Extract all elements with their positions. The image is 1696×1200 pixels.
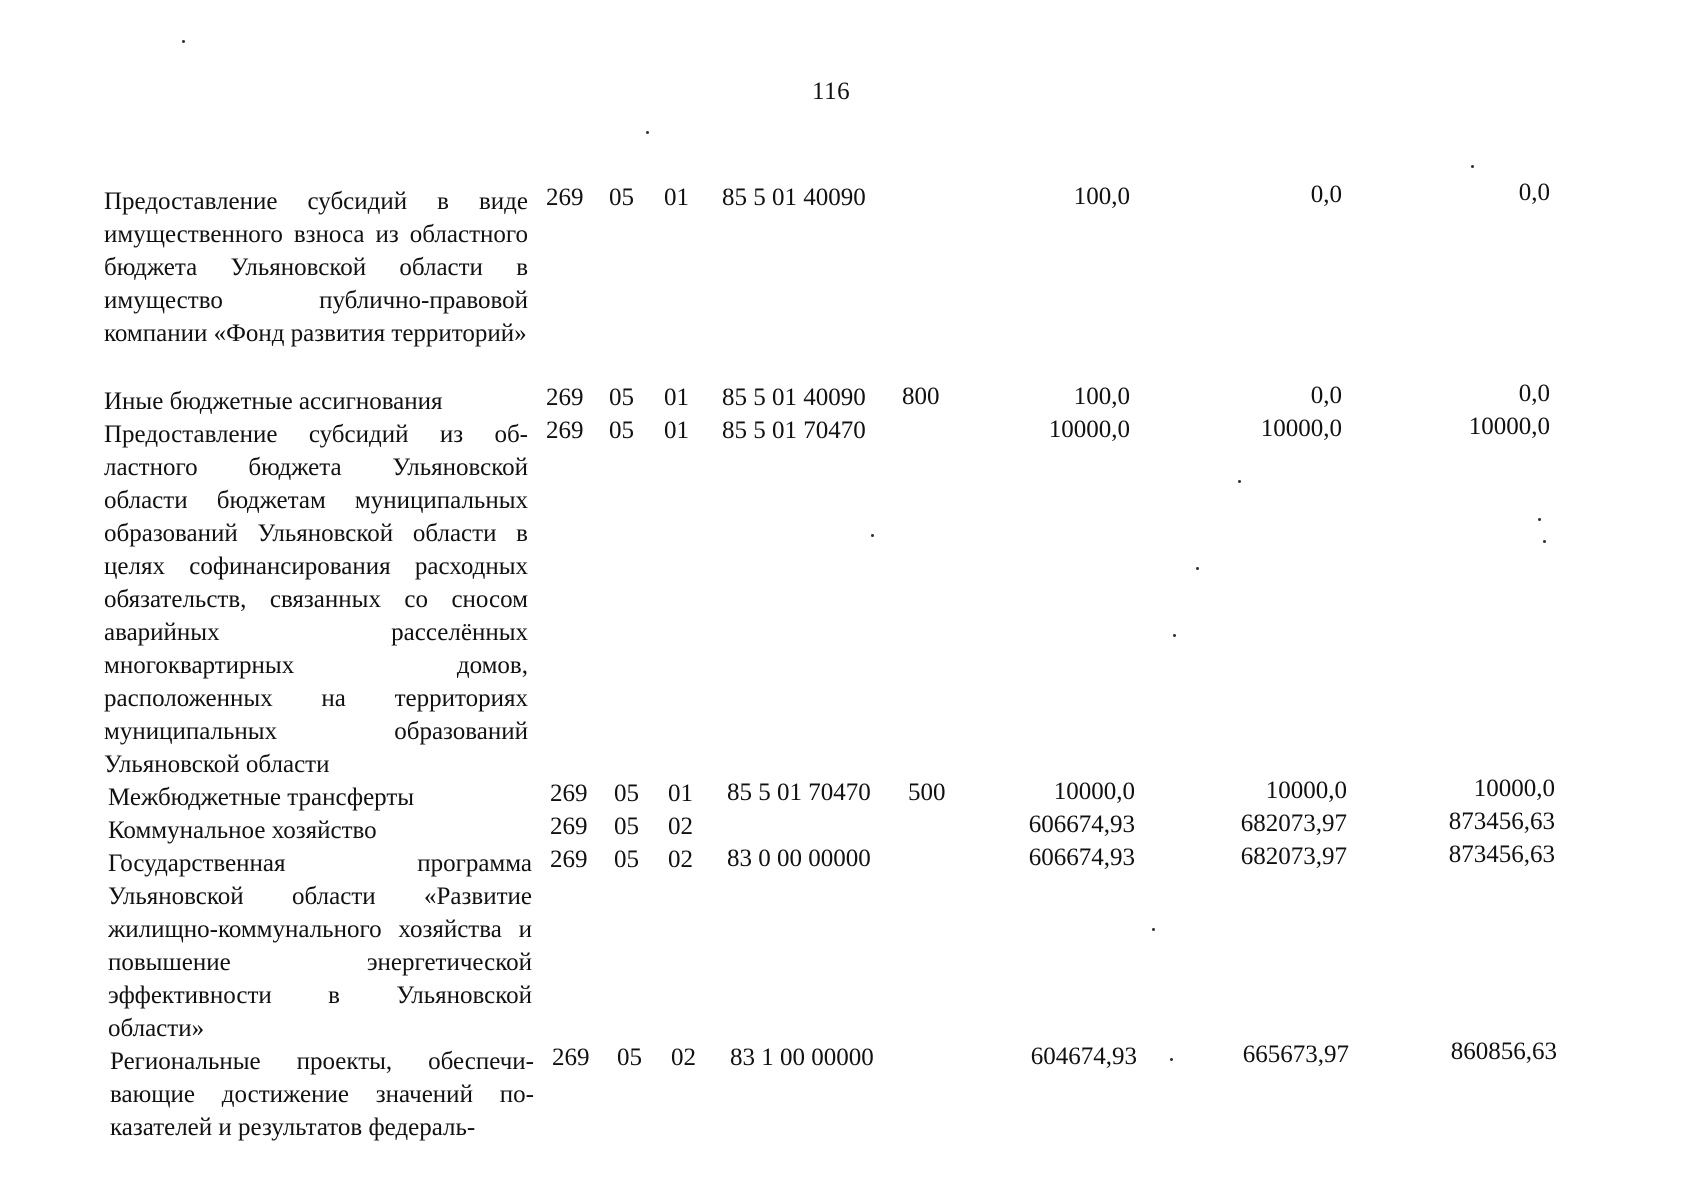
amount-year-1: 606674,93 xyxy=(1028,811,1135,838)
amount-year-3: 0,0 xyxy=(1518,179,1550,206)
scan-speck xyxy=(871,534,874,537)
target-article-code: 85 5 01 70470 xyxy=(727,779,871,806)
admin-code: 269 xyxy=(550,846,588,873)
amount-year-3: 10000,0 xyxy=(1468,413,1550,440)
subsection-code: 01 xyxy=(664,417,689,444)
admin-code: 269 xyxy=(546,184,584,211)
admin-code: 269 xyxy=(546,384,584,411)
scan-speck xyxy=(1173,634,1176,637)
subsection-code: 01 xyxy=(668,780,693,807)
admin-code: 269 xyxy=(550,813,588,840)
amount-year-2: 10000,0 xyxy=(1260,415,1342,442)
scan-speck xyxy=(1238,480,1241,483)
scan-speck xyxy=(1543,540,1546,543)
page-number: 116 xyxy=(812,78,851,105)
target-article-code: 85 5 01 40090 xyxy=(722,384,866,411)
target-article-code: 85 5 01 40090 xyxy=(722,184,866,211)
target-article-code: 85 5 01 70470 xyxy=(722,417,866,444)
amount-year-3: 860856,63 xyxy=(1450,1038,1557,1065)
row-description: Иные бюджетные ассигнования xyxy=(104,388,443,415)
amount-year-2: 0,0 xyxy=(1310,382,1342,409)
row-description: Коммунальное хозяйство xyxy=(108,817,377,844)
expense-type-code: 500 xyxy=(908,779,946,806)
section-code: 05 xyxy=(614,846,639,873)
admin-code: 269 xyxy=(550,780,588,807)
section-code: 05 xyxy=(609,417,634,444)
amount-year-2: 682073,97 xyxy=(1240,843,1347,870)
scan-speck xyxy=(1170,1058,1173,1061)
amount-year-3: 873456,63 xyxy=(1448,808,1555,835)
amount-year-3: 0,0 xyxy=(1518,380,1550,407)
subsection-code: 02 xyxy=(671,1044,696,1071)
row-description: Предоставление субсидий из областного бюджета Ульяновской области бюджетам муниципальных образований Ульяновской области в целях софинансирования расходных обязательств, связанных со сносом аварийных расселённых многоквартирных домов, расположенных на территориях муниципальных образований Ульяновской области xyxy=(104,421,528,778)
row-description: Предоставление субсидий в виде имущественного взноса из областного бюджета Ульяновской области в имущество публично-правовой компании «Фонд развития территорий» xyxy=(104,188,528,347)
section-code: 05 xyxy=(617,1044,642,1071)
section-code: 05 xyxy=(609,184,634,211)
section-code: 05 xyxy=(614,780,639,807)
amount-year-1: 100,0 xyxy=(1073,383,1130,410)
subsection-code: 01 xyxy=(664,184,689,211)
expense-type-code: 800 xyxy=(902,383,940,410)
scan-speck xyxy=(182,40,185,43)
subsection-code: 02 xyxy=(668,846,693,873)
amount-year-2: 0,0 xyxy=(1310,181,1342,208)
amount-year-2: 665673,97 xyxy=(1242,1041,1349,1068)
section-code: 05 xyxy=(614,813,639,840)
subsection-code: 01 xyxy=(664,384,689,411)
row-description: Региональные проекты, обеспечивающие достижение значений показателей и результатов федераль- xyxy=(110,1048,534,1141)
amount-year-2: 10000,0 xyxy=(1265,777,1347,804)
row-description: Межбюджетные трансферты xyxy=(108,784,415,811)
admin-code: 269 xyxy=(552,1044,590,1071)
scan-speck xyxy=(1471,165,1474,168)
amount-year-1: 100,0 xyxy=(1073,183,1130,210)
scan-speck xyxy=(1538,518,1541,521)
amount-year-3: 873456,63 xyxy=(1448,841,1555,868)
amount-year-3: 10000,0 xyxy=(1473,775,1555,802)
target-article-code: 83 0 00 00000 xyxy=(727,845,871,872)
scan-speck xyxy=(1196,567,1199,570)
scan-speck xyxy=(1152,928,1155,931)
amount-year-2: 682073,97 xyxy=(1240,810,1347,837)
amount-year-1: 606674,93 xyxy=(1028,844,1135,871)
scan-speck xyxy=(646,131,649,134)
amount-year-1: 604674,93 xyxy=(1030,1043,1137,1070)
row-description: Государственная программа Ульяновской области «Развитие жилищно-коммунального хозяйства и повышение энергетической эффективности в Ульяновской области» xyxy=(108,850,532,1042)
subsection-code: 02 xyxy=(668,813,693,840)
section-code: 05 xyxy=(609,384,634,411)
target-article-code: 83 1 00 00000 xyxy=(730,1044,874,1071)
amount-year-1: 10000,0 xyxy=(1048,416,1130,443)
amount-year-1: 10000,0 xyxy=(1053,778,1135,805)
admin-code: 269 xyxy=(546,417,584,444)
